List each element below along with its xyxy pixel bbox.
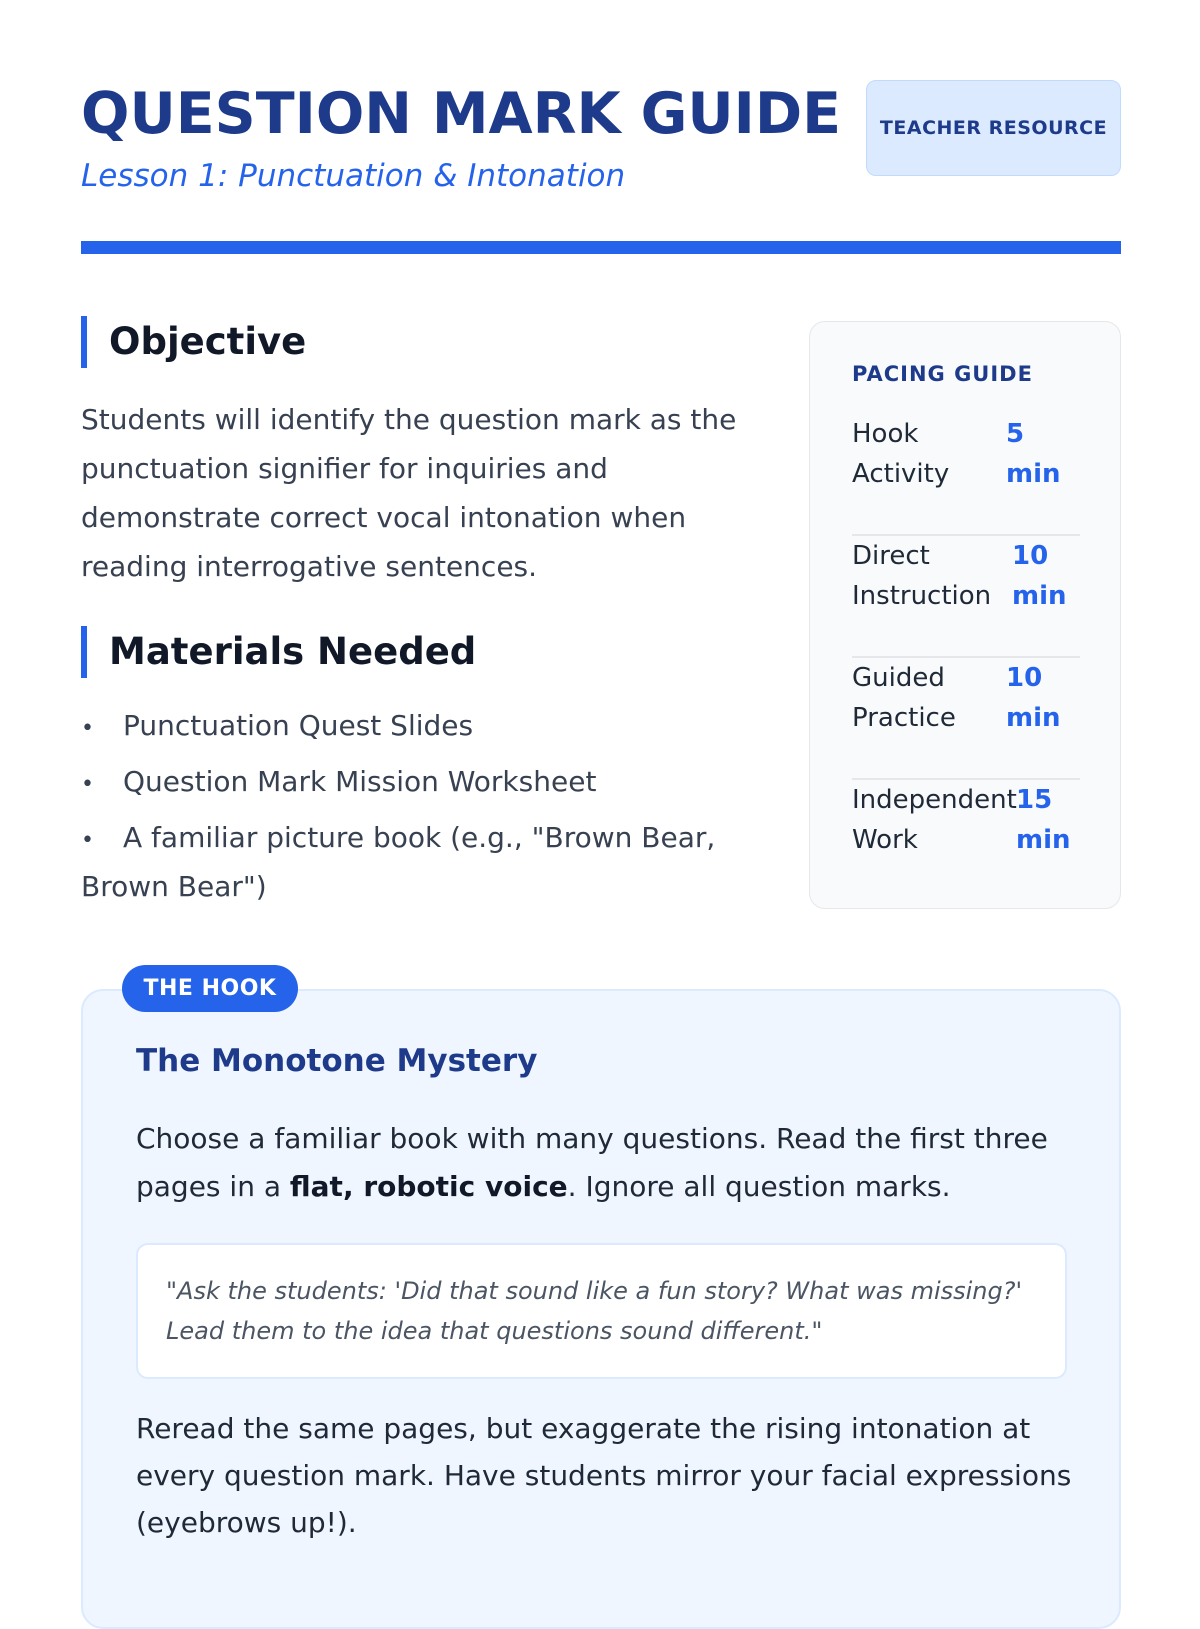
pacing-row-value: 10 min [1012,541,1067,611]
pacing-row [852,536,1080,658]
material-label: Question Mark Mission Worksheet [123,765,597,798]
pacing-guide-title: PACING GUIDE [852,362,1033,386]
hook-text-emphasis: flat, robotic voice [289,1170,568,1203]
materials-list [81,703,761,917]
pacing-row [852,780,1080,902]
hook-text-end: . Ignore all question marks. [567,1170,951,1203]
pacing-row [852,414,1080,536]
bullet-icon: • [81,772,94,797]
material-label: Punctuation Quest Slides [123,709,474,742]
bullet-icon: • [81,716,94,741]
pacing-guide-card [809,321,1121,909]
pacing-row-value: 10 min [1006,663,1061,733]
hook-text-start: Choose a familiar book with many questions. Read the first three pages in a [136,1122,1048,1203]
list-item [81,759,761,808]
objective-heading: Objective [81,316,306,368]
pacing-row-label: Independent Work [852,785,1017,855]
page-header [81,80,1121,200]
header-divider [81,241,1121,254]
hook-title: The Monotone Mystery [136,1043,538,1079]
list-item [81,815,761,910]
page-title: QUESTION MARK GUIDE [81,81,842,147]
pacing-row-label: Direct Instruction [852,541,992,611]
pacing-row-value: 15 min [1016,785,1071,855]
pacing-row-label: Guided Practice [852,663,956,733]
teacher-resource-badge: TEACHER RESOURCE [866,80,1121,176]
pacing-row-value: 5 min [1006,419,1061,489]
pacing-row-label: Hook Activity [852,419,950,489]
hook-followup-text: Reread the same pages, but exaggerate the rising intonation at every question mark. Have students mirror your facial expressions (eyebrows up!). [136,1412,1072,1539]
material-label: A familiar picture book (e.g., "Brown Bear, Brown Bear") [81,821,716,903]
hook-instructions [136,1115,1076,1211]
list-item [81,703,761,752]
teacher-prompt-quote: "Ask the students: 'Did that sound like a fun story? What was missing?' Lead them to the idea that questions sound different." [136,1243,1067,1379]
objective-text: Students will identify the question mark as the punctuation signifier for inquiries and demonstrate correct vocal intonation when reading interrogative sentences. [81,403,737,583]
materials-heading: Materials Needed [81,626,476,678]
bullet-icon: • [81,828,94,853]
page-subtitle: Lesson 1: Punctuation & Intonation [81,158,626,194]
hook-tag: THE HOOK [122,965,298,1012]
pacing-row [852,658,1080,780]
